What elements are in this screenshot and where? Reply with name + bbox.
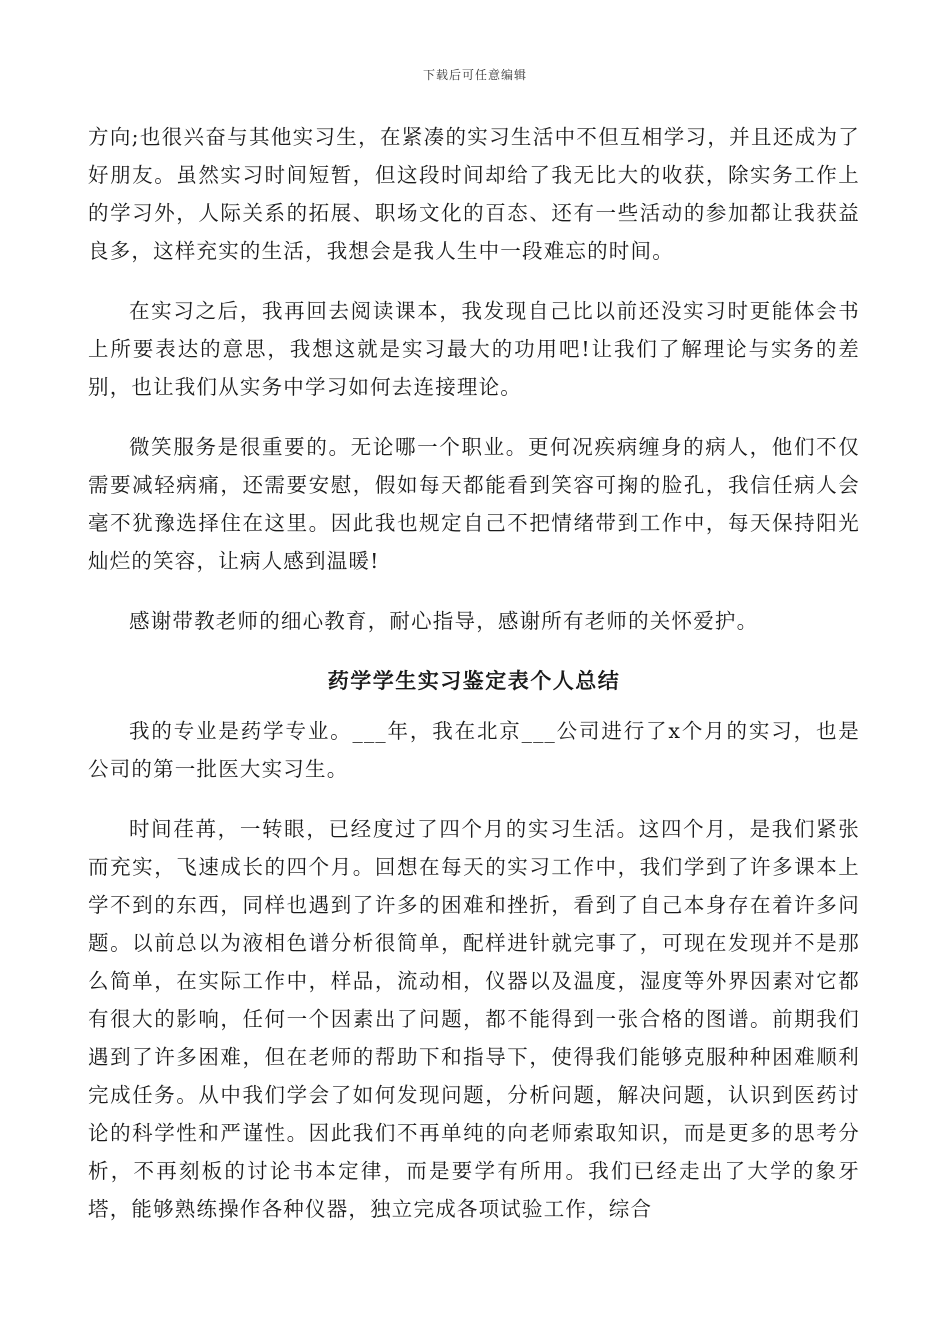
paragraph-major: 我的专业是药学专业。___年，我在北京___公司进行了x个月的实习，也是公司的第一批医大实习生。 <box>88 719 860 781</box>
page-header-note: 下载后可任意编辑 <box>422 68 527 82</box>
paragraph-smile-service: 微笑服务是很重要的。无论哪一个职业。更何况疾病缠身的病人，他们不仅需要减轻病痛，还需要安慰，假如每天都能看到笑容可掬的脸孔，我信任病人会毫不犹豫选择住在这里。因此我也规定自己不把情绪带到工作中，每天保持阳光灿烂的笑容，让病人感到温暖! <box>88 435 860 573</box>
document-body <box>88 118 860 1250</box>
section-title: 药学学生实习鉴定表个人总结 <box>327 668 621 693</box>
paragraph-thanks: 感谢带教老师的细心教育，耐心指导，感谢所有老师的关怀爱护。 <box>129 609 759 633</box>
paragraph-time-flies: 时间荏苒，一转眼，已经度过了四个月的实习生活。这四个月，是我们紧张而充实，飞速成长的四个月。回想在每天的实习工作中，我们学到了许多课本上学不到的东西，同样也遇到了许多的困难和挫折，看到了自己本身存在着许多问题。以前总以为液相色谱分析很简单，配样进针就完事了，可现在发现并不是那么简单，在实际工作中，样品，流动相，仪器以及温度，湿度等外界因素对它都有很大的影响，任何一个因素出了问题，都不能得到一张合格的图谱。前期我们遇到了许多困难，但在老师的帮助下和指导下，使得我们能够克服种种困难顺利完成任务。从中我们学会了如何发现问题，分析问题，解决问题，认识到医药讨论的科学性和严谨性。因此我们不再单纯的向老师索取知识，而是更多的思考分析，不再刻板的讨论书本定律，而是要学有所用。我们已经走出了大学的象牙塔，能够熟练操作各种仪器，独立完成各项试验工作，综合 <box>88 817 860 1221</box>
paragraph-continuation: 方向;也很兴奋与其他实习生，在紧凑的实习生活中不但互相学习，并且还成为了好朋友。虽然实习时间短暂，但这段时间却给了我无比大的收获，除实务工作上的学习外，人际关系的拓展、职场文化的百态、还有一些活动的参加都让我获益良多，这样充实的生活，我想会是我人生中一段难忘的时间。 <box>88 125 860 263</box>
paragraph-after-internship: 在实习之后，我再回去阅读课本，我发现自己比以前还没实习时更能体会书上所要表达的意思，我想这就是实习最大的功用吧!让我们了解理论与实务的差别，也让我们从实务中学习如何去连接理论。 <box>88 299 860 399</box>
